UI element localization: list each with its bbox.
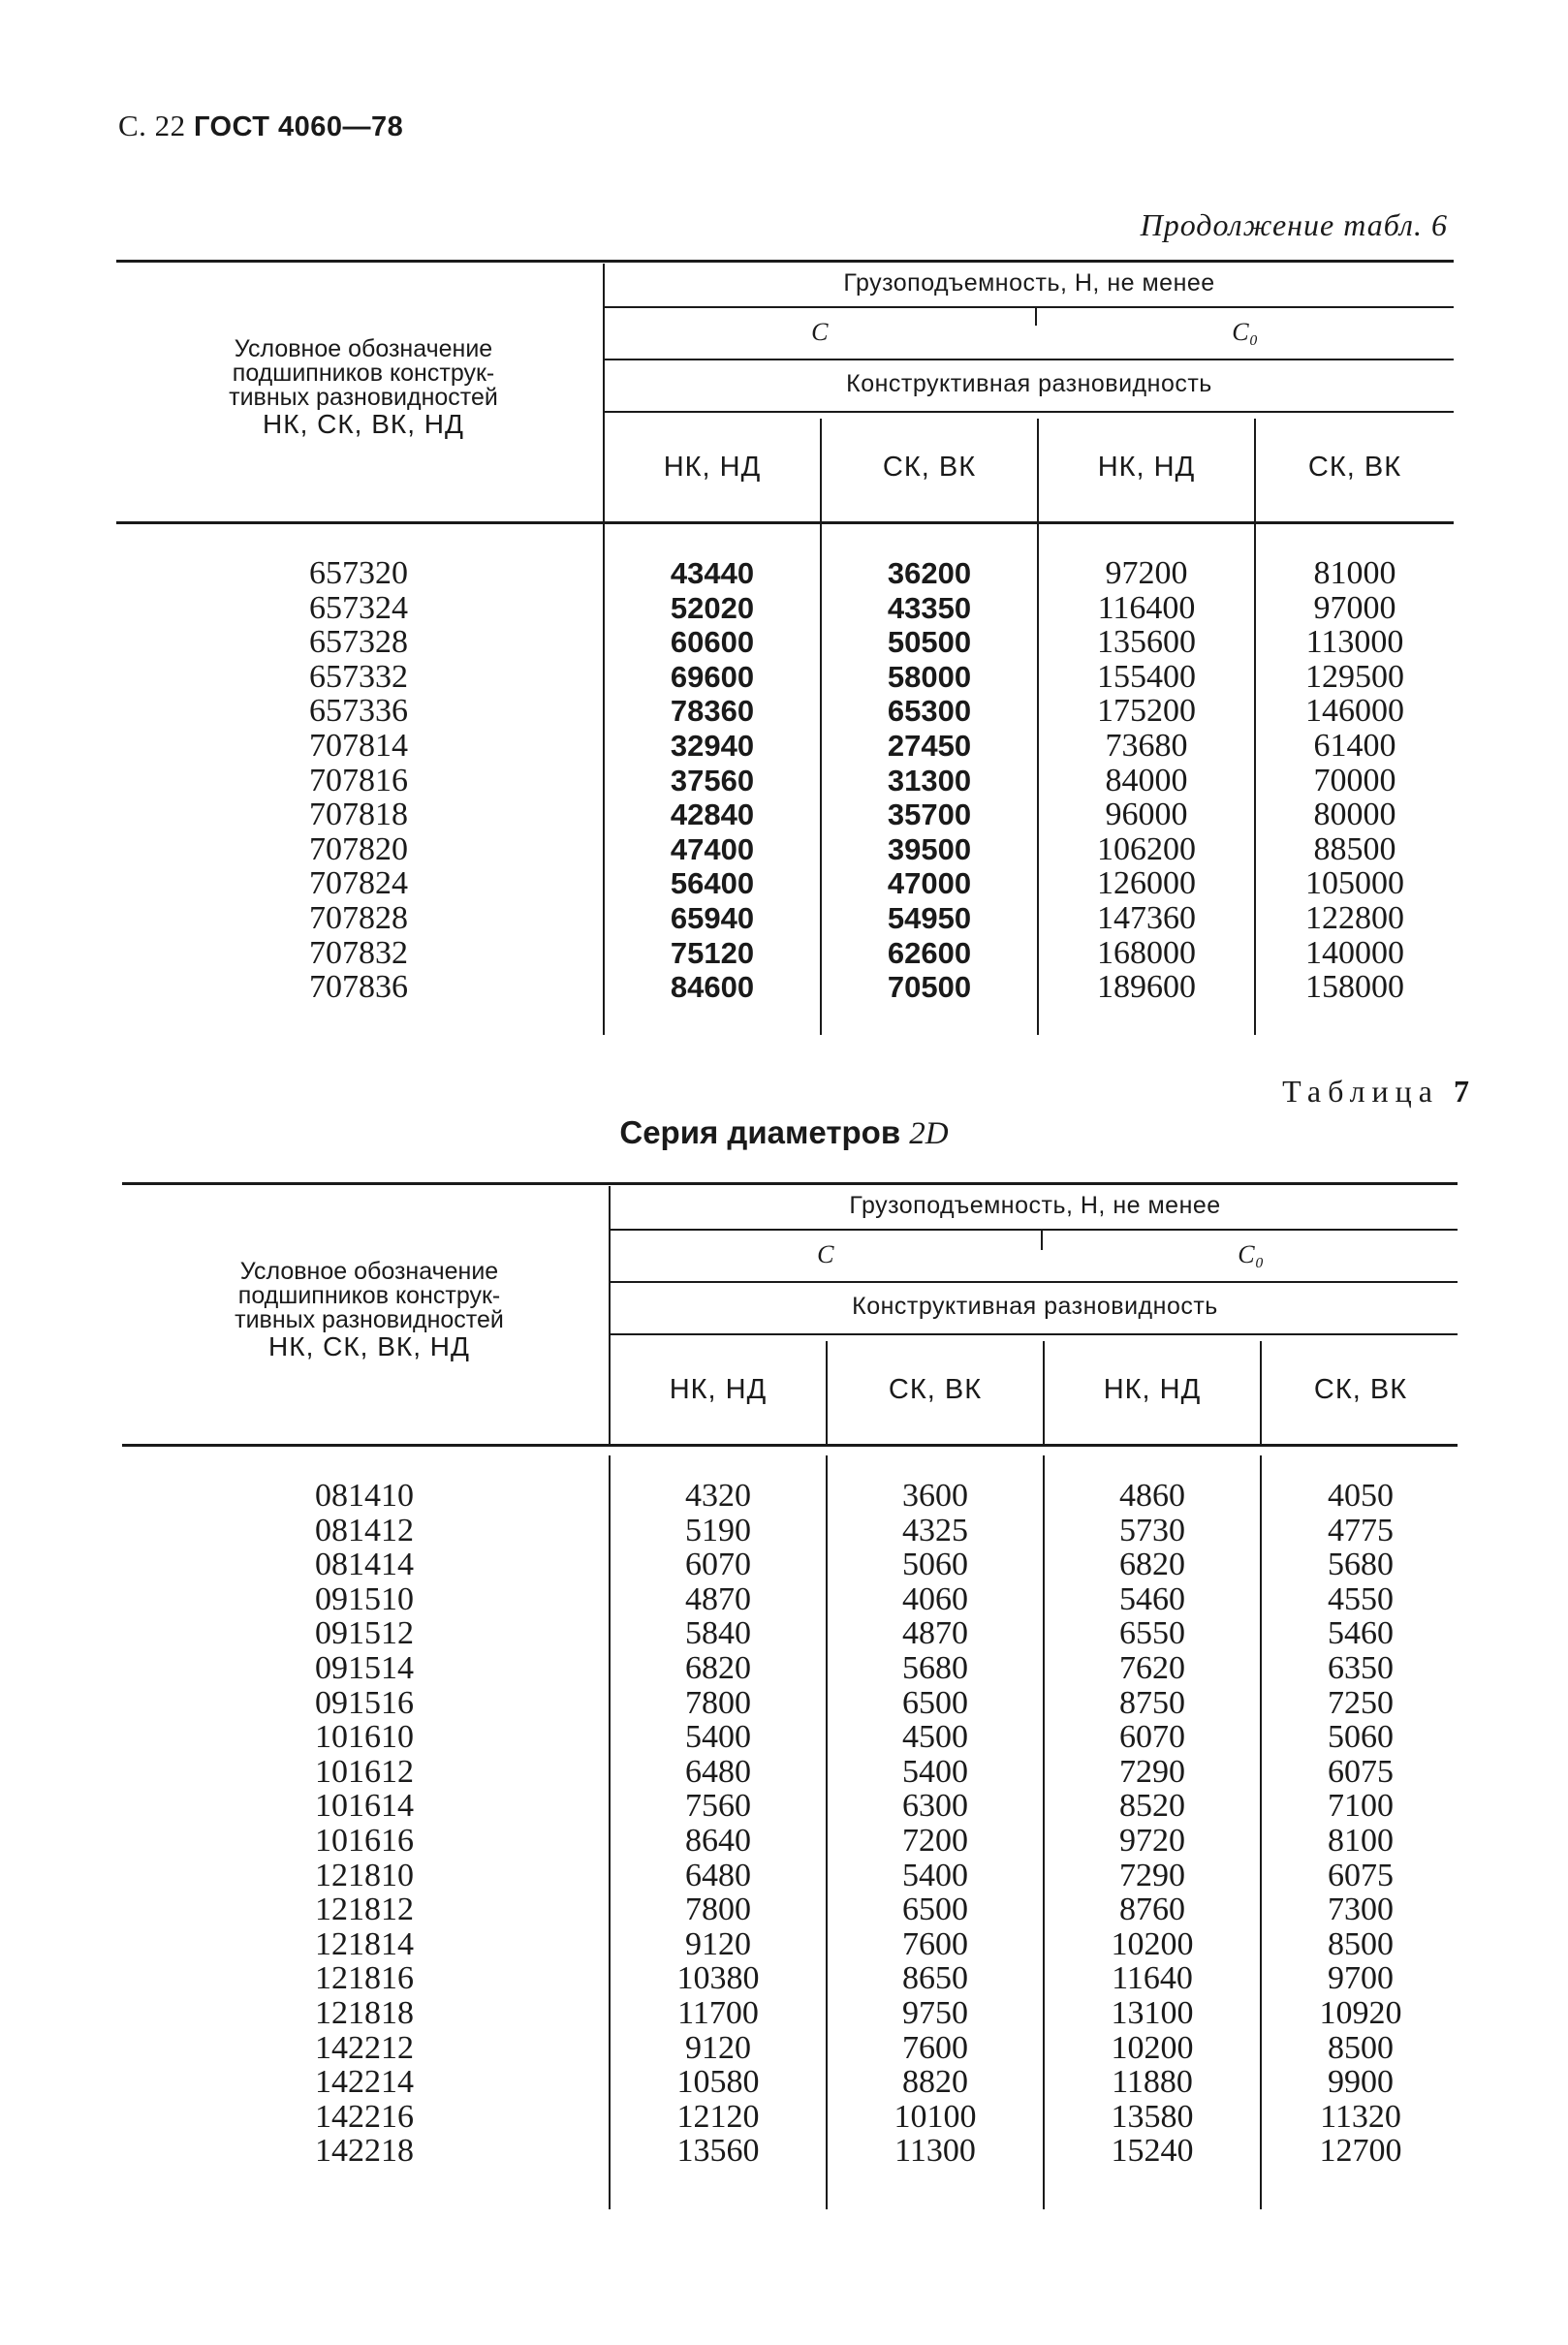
- table-cell: 10380: [676, 1960, 760, 1997]
- table-cell: 36200: [887, 556, 972, 590]
- table-cell: 4870: [902, 1615, 968, 1652]
- table-cell: 7200: [902, 1822, 968, 1859]
- table-cell: 7600: [902, 2029, 968, 2066]
- table-cell: 8640: [685, 1822, 751, 1859]
- table-cell: 081412: [315, 1512, 414, 1548]
- table-cell: 4325: [902, 1512, 968, 1548]
- table-cell: 6075: [1328, 1857, 1394, 1893]
- table-cell: 707824: [309, 865, 408, 902]
- stub-header: [145, 337, 581, 439]
- table-cell: 73680: [1105, 727, 1188, 764]
- table-cell: 62600: [887, 935, 972, 970]
- table-cell: 6300: [902, 1788, 968, 1825]
- table-cell: 9750: [902, 1994, 968, 2031]
- table-cell: 8650: [902, 1960, 968, 1997]
- col-header-c0-sk-vk: СК, ВК: [1307, 452, 1402, 483]
- table-cell: 5680: [1328, 1547, 1394, 1583]
- page-header: [118, 109, 403, 143]
- table-cell: 7620: [1119, 1649, 1185, 1686]
- c0-nk-nd-column: [1045, 1479, 1260, 2169]
- table-cell: 142214: [315, 2064, 414, 2101]
- table-cell: 7600: [902, 1925, 968, 1962]
- table-cell: 121812: [315, 1892, 414, 1928]
- table-cell: 113000: [1305, 624, 1404, 661]
- table-cell: 3600: [902, 1478, 968, 1514]
- table-cell: 155400: [1097, 658, 1196, 695]
- table-cell: 43350: [887, 590, 972, 625]
- table-cell: 6820: [1119, 1547, 1185, 1583]
- table-cell: 31300: [887, 763, 972, 797]
- c0-sk-vk-column: [1256, 556, 1454, 1005]
- table-cell: 27450: [887, 728, 972, 763]
- header-rule: [611, 1333, 1458, 1335]
- table-cell: 70000: [1313, 762, 1396, 798]
- stub-header-line: НК, СК, ВК, НД: [268, 1331, 470, 1361]
- table-cell: 11640: [1112, 1960, 1193, 1997]
- table-cell: 12700: [1319, 2133, 1402, 2170]
- table-label: [1282, 1074, 1469, 1110]
- designation-column: [248, 1479, 481, 2169]
- table-cell: 7290: [1119, 1753, 1185, 1790]
- standard-number: ГОСТ 4060—78: [193, 111, 404, 142]
- table-cell: 146000: [1305, 693, 1404, 730]
- table-cell: 81000: [1313, 555, 1396, 591]
- static-load-symbol: C₀: [1238, 1240, 1265, 1268]
- table-cell: 37560: [670, 763, 755, 797]
- table-cell: 707814: [309, 727, 408, 764]
- table-cell: 8100: [1328, 1822, 1394, 1859]
- table-cell: 126000: [1097, 865, 1196, 902]
- table-cell: 5400: [902, 1857, 968, 1893]
- table-cell: 13100: [1111, 1994, 1194, 2031]
- table-cell: 5400: [685, 1719, 751, 1756]
- table-cell: 75120: [670, 935, 755, 970]
- table-cell: 9700: [1328, 1960, 1394, 1997]
- table-cell: 5840: [685, 1615, 751, 1652]
- table-cell: 091514: [315, 1649, 414, 1686]
- table-cell: 9900: [1328, 2064, 1394, 2101]
- table-cell: 657336: [309, 693, 408, 730]
- table-cell: 135600: [1097, 624, 1196, 661]
- table-label-word: Таблица: [1282, 1074, 1439, 1109]
- table-cell: 106200: [1097, 830, 1196, 867]
- col-header-c-sk-vk: СК, ВК: [882, 452, 977, 483]
- stub-header-line: тивных разновидностей: [235, 1306, 504, 1333]
- table-cell: 105000: [1305, 865, 1404, 902]
- stub-header-line: подшипников конструк-: [237, 1282, 501, 1309]
- table-cell: 47400: [670, 831, 755, 866]
- table-cell: 5460: [1328, 1615, 1394, 1652]
- table-cell: 175200: [1097, 693, 1196, 730]
- table-cell: 657332: [309, 658, 408, 695]
- static-load-symbol: C₀: [1232, 318, 1259, 346]
- header-bottom-rule: [116, 521, 1454, 524]
- table-cell: 42840: [670, 797, 755, 832]
- header-rule: [605, 359, 1454, 360]
- table-cell: 081414: [315, 1547, 414, 1583]
- table-cell: 78360: [670, 694, 755, 729]
- table-cell: 13560: [676, 2133, 760, 2170]
- c-nk-nd-column: [611, 1479, 826, 2169]
- table-cell: 10200: [1111, 1925, 1194, 1962]
- table-cell: 4050: [1328, 1478, 1394, 1514]
- table-cell: 50500: [887, 625, 972, 660]
- table-cell: 101612: [315, 1753, 414, 1790]
- table-cell: 657328: [309, 624, 408, 661]
- table-cell: 5060: [1328, 1719, 1394, 1756]
- table-cell: 189600: [1097, 969, 1196, 1006]
- table-cell: 4860: [1119, 1478, 1185, 1514]
- table-cell: 707820: [309, 830, 408, 867]
- table-cell: 8500: [1328, 1925, 1394, 1962]
- table-cell: 142216: [315, 2098, 414, 2135]
- load-capacity-header: Грузоподъемность, Н, не менее: [849, 1192, 1221, 1219]
- table-cell: 11880: [1112, 2064, 1193, 2101]
- table-cell: 61400: [1313, 727, 1396, 764]
- table-cell: 97000: [1313, 589, 1396, 626]
- table-cell: 84000: [1105, 762, 1188, 798]
- table-cell: 9720: [1119, 1822, 1185, 1859]
- table-cell: 121818: [315, 1994, 414, 2031]
- table-cell: 6075: [1328, 1753, 1394, 1790]
- table-cell: 35700: [887, 797, 972, 832]
- table-cell: 80000: [1313, 797, 1396, 833]
- table-cell: 7250: [1328, 1684, 1394, 1721]
- table-cell: 5060: [902, 1547, 968, 1583]
- table-cell: 142212: [315, 2029, 414, 2066]
- table-cell: 7100: [1328, 1788, 1394, 1825]
- table-cell: 5460: [1119, 1580, 1185, 1617]
- table-cell: 8760: [1119, 1892, 1185, 1928]
- table-cell: 147360: [1097, 899, 1196, 936]
- table-cell: 9120: [685, 1925, 751, 1962]
- designation-column: [242, 556, 475, 1005]
- table-cell: 101610: [315, 1719, 414, 1756]
- table-cell: 6350: [1328, 1649, 1394, 1686]
- table-cell: 58000: [887, 659, 972, 694]
- table-cell: 5730: [1119, 1512, 1185, 1548]
- stub-header-line: Условное обозначение: [234, 335, 493, 362]
- table-cell: 5680: [902, 1649, 968, 1686]
- table-cell: 97200: [1105, 555, 1188, 591]
- header-rule: [611, 1229, 1458, 1231]
- table-top-rule: [116, 260, 1454, 263]
- table-cell: 52020: [670, 590, 755, 625]
- table-cell: 12120: [676, 2098, 760, 2135]
- table-cell: 9120: [685, 2029, 751, 2066]
- table-cell: 707832: [309, 934, 408, 971]
- header-rule: [611, 1281, 1458, 1283]
- dynamic-load-symbol: C: [811, 318, 829, 346]
- table-cell: 6480: [685, 1753, 751, 1790]
- table-cell: 11700: [677, 1994, 759, 2031]
- table-cell: 84600: [670, 970, 755, 1005]
- col-header-c0-nk-nd: НК, НД: [1097, 452, 1196, 483]
- table-7: [122, 1182, 1458, 2209]
- header-rule: [605, 306, 1454, 308]
- table-cell: 657320: [309, 555, 408, 591]
- table-caption: [0, 1114, 1568, 1152]
- table-cell: 6550: [1119, 1615, 1185, 1652]
- col-header-c0-sk-vk: СК, ВК: [1313, 1374, 1408, 1405]
- table-cell: 168000: [1097, 934, 1196, 971]
- caption-symbol: 2D: [909, 1116, 949, 1151]
- load-capacity-header: Грузоподъемность, Н, не менее: [843, 269, 1215, 297]
- table-cell: 121810: [315, 1857, 414, 1893]
- table-cell: 10580: [676, 2064, 760, 2101]
- table-cell: 10100: [894, 2098, 977, 2135]
- col-header-c-nk-nd: НК, НД: [669, 1374, 768, 1405]
- table-cell: 60600: [670, 625, 755, 660]
- stub-header-line: Условное обозначение: [239, 1258, 499, 1285]
- table-cell: 707828: [309, 899, 408, 936]
- table-cell: 6500: [902, 1684, 968, 1721]
- c0-sk-vk-column: [1262, 1479, 1459, 2169]
- table-cell: 4550: [1328, 1580, 1394, 1617]
- table-cell: 707836: [309, 969, 408, 1006]
- table-cell: 56400: [670, 866, 755, 901]
- table-cell: 65940: [670, 900, 755, 935]
- table-cell: 101614: [315, 1788, 414, 1825]
- stub-header: [151, 1260, 587, 1361]
- table-cell: 142218: [315, 2133, 414, 2170]
- table-cell: 39500: [887, 831, 972, 866]
- table-cell: 13580: [1111, 2098, 1194, 2135]
- c-sk-vk-column: [828, 1479, 1043, 2169]
- table-cell: 140000: [1305, 934, 1404, 971]
- table-cell: 7800: [685, 1684, 751, 1721]
- table-cell: 8820: [902, 2064, 968, 2101]
- table-cell: 6070: [685, 1547, 751, 1583]
- table-cell: 7800: [685, 1892, 751, 1928]
- table-cell: 101616: [315, 1822, 414, 1859]
- table-top-rule: [122, 1182, 1458, 1185]
- c-sk-vk-column: [822, 556, 1037, 1005]
- table-cell: 32940: [670, 728, 755, 763]
- table-cell: 116400: [1097, 589, 1196, 626]
- table-cell: 8500: [1328, 2029, 1394, 2066]
- stub-header-line: подшипников конструк-: [232, 360, 495, 387]
- col-header-c-sk-vk: СК, ВК: [888, 1374, 983, 1405]
- table-cell: 707818: [309, 797, 408, 833]
- table-cell: 4500: [902, 1719, 968, 1756]
- table-cell: 88500: [1313, 830, 1396, 867]
- table-cell: 4060: [902, 1580, 968, 1617]
- table-cell: 15240: [1111, 2133, 1194, 2170]
- table-cell: 7290: [1119, 1857, 1185, 1893]
- table-cell: 4870: [685, 1580, 751, 1617]
- table-cell: 11320: [1320, 2098, 1401, 2135]
- table-cell: 10200: [1111, 2029, 1194, 2066]
- table-cell: 158000: [1305, 969, 1404, 1006]
- table-cell: 96000: [1105, 797, 1188, 833]
- table-cell: 11300: [894, 2133, 976, 2170]
- table-6: [116, 260, 1454, 1035]
- table-cell: 4320: [685, 1478, 751, 1514]
- table-cell: 65300: [887, 694, 972, 729]
- table-cell: 4775: [1328, 1512, 1394, 1548]
- variety-header: Конструктивная разновидность: [846, 370, 1212, 397]
- table-cell: 54950: [887, 900, 972, 935]
- table-cell: 8750: [1119, 1684, 1185, 1721]
- table-cell: 7560: [685, 1788, 751, 1825]
- table-cell: 091510: [315, 1580, 414, 1617]
- table-cell: 6820: [685, 1649, 751, 1686]
- caption-text: Серия диаметров: [619, 1114, 901, 1150]
- table-cell: 5400: [902, 1753, 968, 1790]
- table-continuation-label: Продолжение табл. 6: [1140, 207, 1448, 242]
- table-cell: 121814: [315, 1925, 414, 1962]
- table-cell: 129500: [1305, 658, 1404, 695]
- table-cell: 6480: [685, 1857, 751, 1893]
- variety-header: Конструктивная разновидность: [852, 1293, 1218, 1320]
- table-cell: 122800: [1305, 899, 1404, 936]
- page-number: С. 22: [118, 109, 186, 142]
- table-cell: 43440: [670, 556, 755, 590]
- table-label-number: 7: [1454, 1074, 1469, 1109]
- c-nk-nd-column: [605, 556, 820, 1005]
- header-rule: [605, 411, 1454, 413]
- table-cell: 7300: [1328, 1892, 1394, 1928]
- table-cell: 5190: [685, 1512, 751, 1548]
- table-cell: 70500: [887, 970, 972, 1005]
- stub-header-line: тивных разновидностей: [229, 384, 498, 411]
- table-cell: 707816: [309, 762, 408, 798]
- table-cell: 47000: [887, 866, 972, 901]
- c0-nk-nd-column: [1039, 556, 1254, 1005]
- header-bottom-rule: [122, 1444, 1458, 1447]
- table-cell: 081410: [315, 1478, 414, 1514]
- table-cell: 8520: [1119, 1788, 1185, 1825]
- dynamic-load-symbol: C: [817, 1240, 834, 1268]
- col-header-c0-nk-nd: НК, НД: [1103, 1374, 1202, 1405]
- table-cell: 10920: [1319, 1994, 1402, 2031]
- table-cell: 657324: [309, 589, 408, 626]
- col-header-c-nk-nd: НК, НД: [663, 452, 762, 483]
- table-cell: 69600: [670, 659, 755, 694]
- table-cell: 6500: [902, 1892, 968, 1928]
- table-cell: 6070: [1119, 1719, 1185, 1756]
- table-cell: 091512: [315, 1615, 414, 1652]
- stub-header-line: НК, СК, ВК, НД: [263, 409, 464, 439]
- table-cell: 091516: [315, 1684, 414, 1721]
- table-cell: 121816: [315, 1960, 414, 1997]
